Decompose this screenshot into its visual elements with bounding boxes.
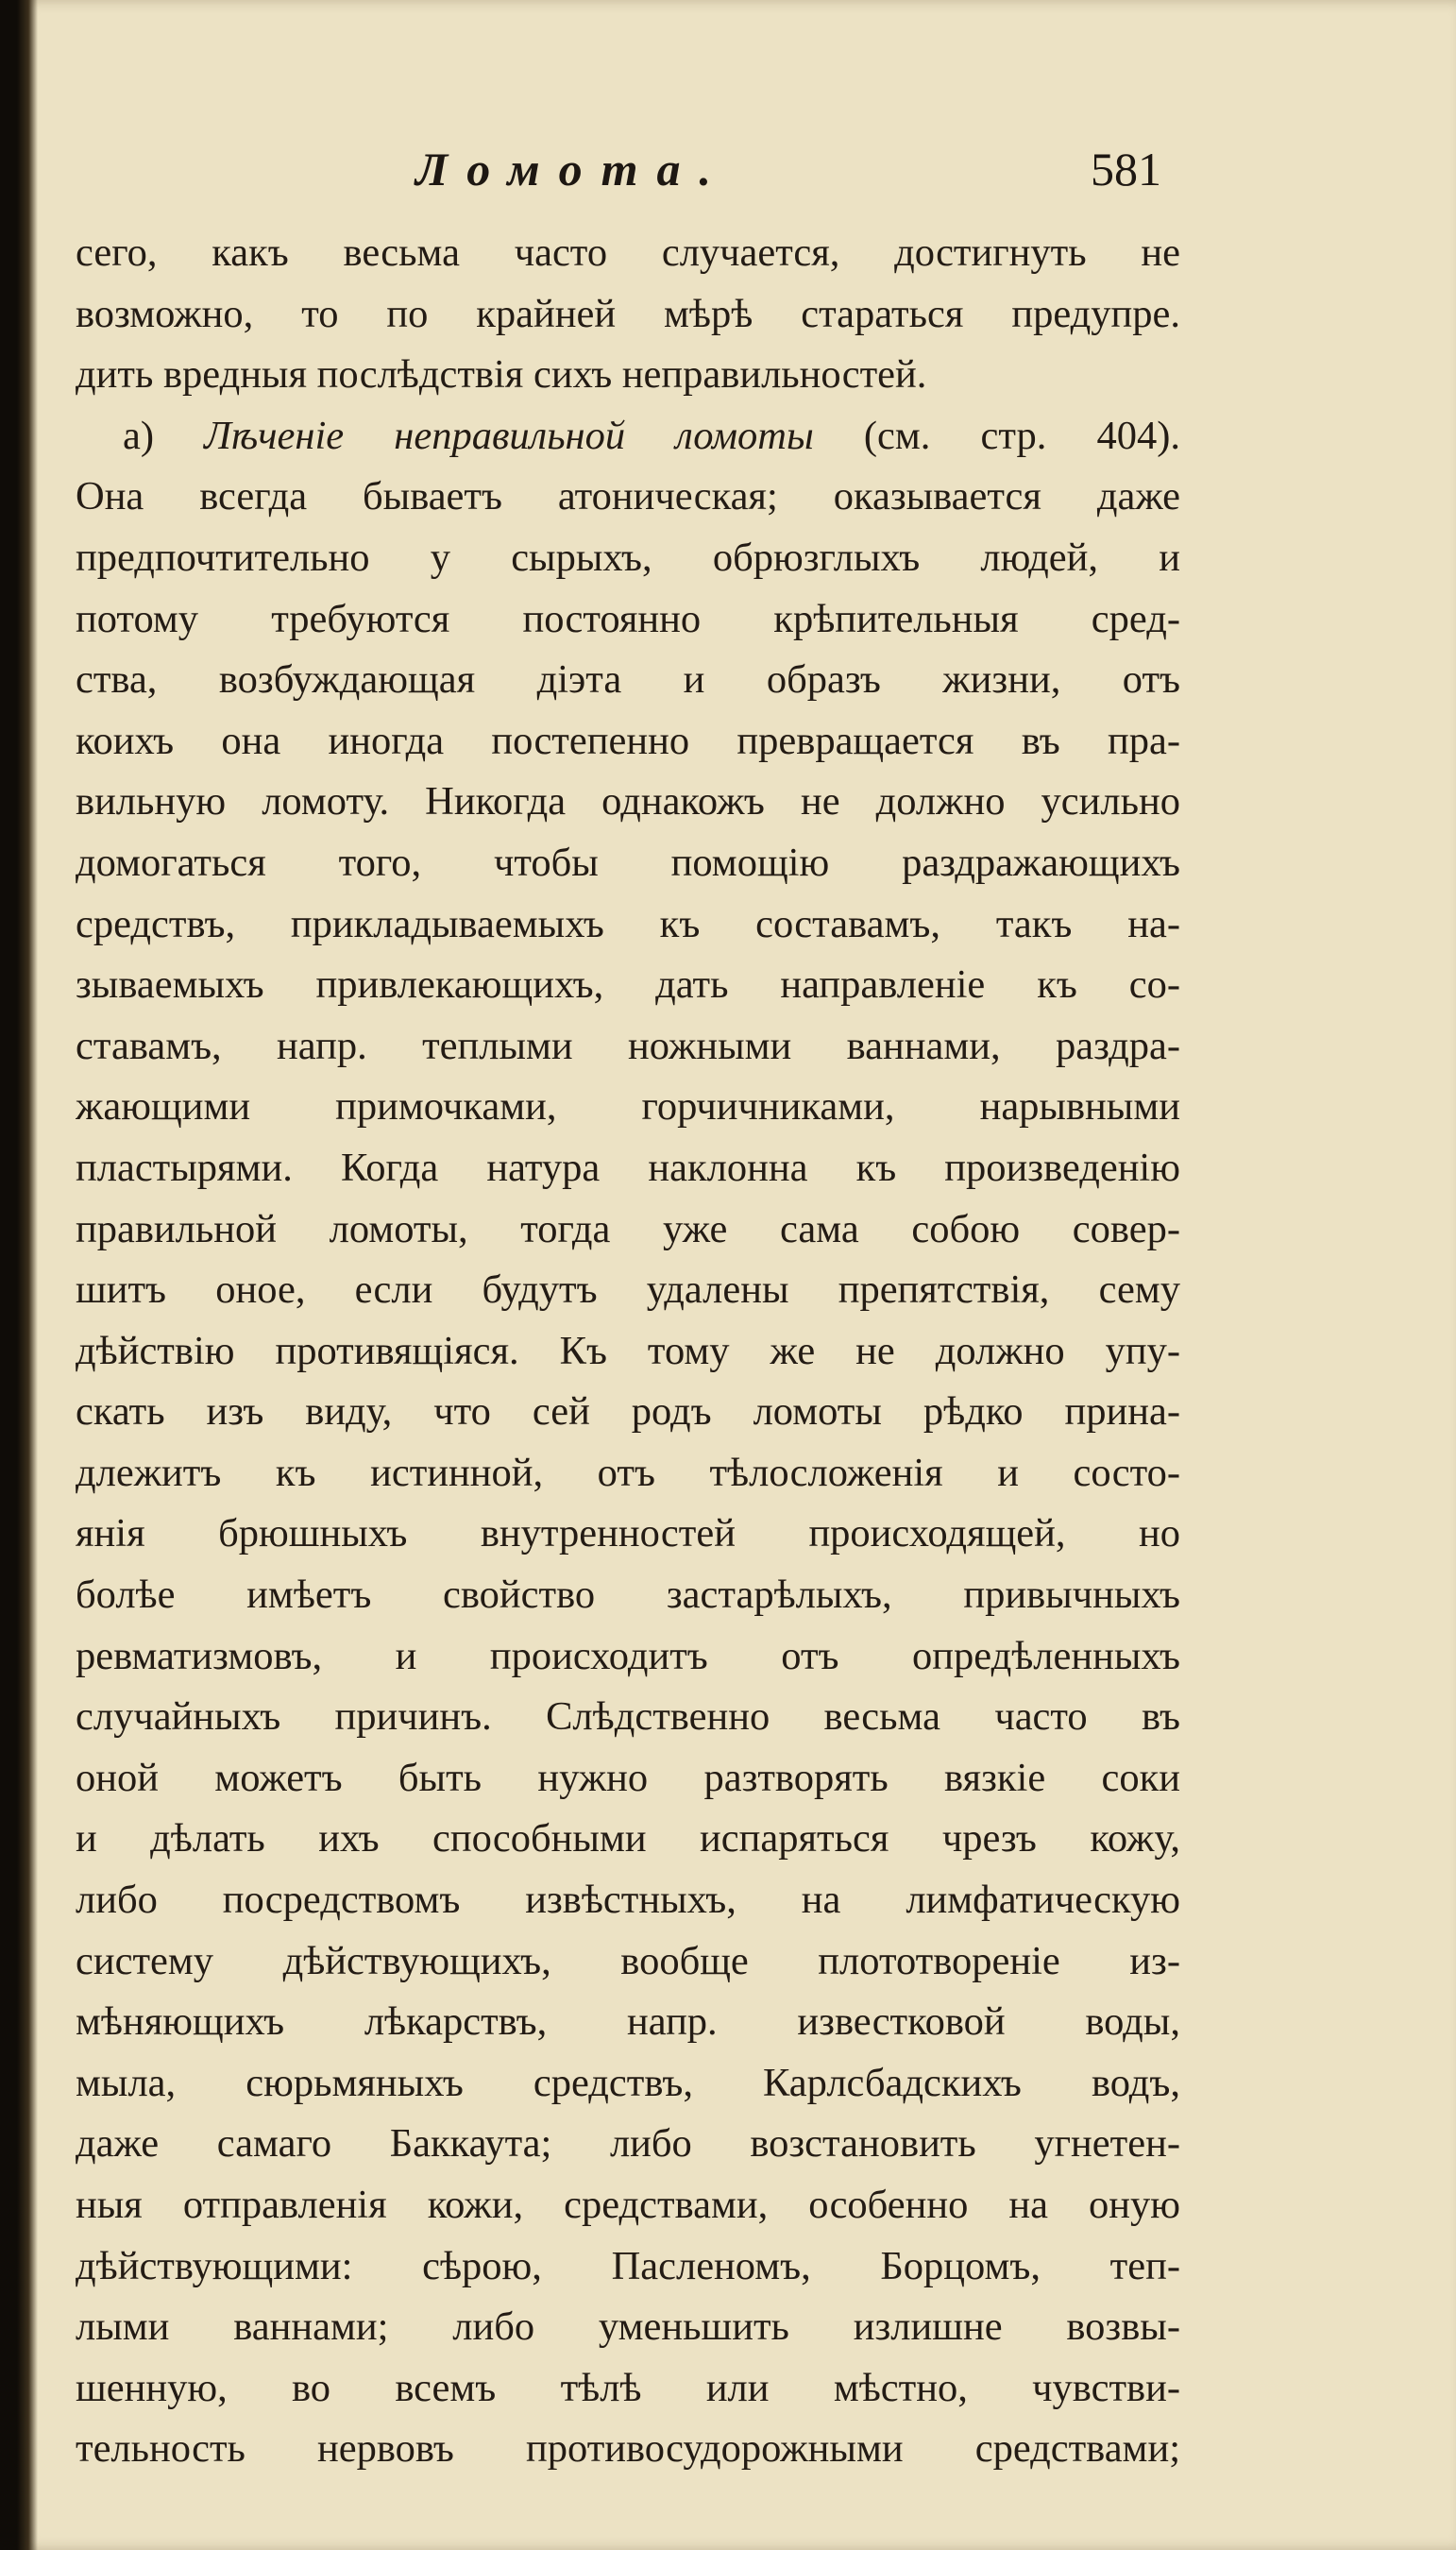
text-line: либо посредствомъ извѣстныхъ, на лимфатическую	[76, 1878, 1180, 1923]
text-line: правильной ломоты, тогда уже сама собою совер-	[76, 1206, 1180, 1251]
text-line: зываемыхъ привлекающихъ, дать направленіе къ со-	[76, 962, 1180, 1008]
text-line: домогаться того, чтобы помощію раздражающихъ	[76, 840, 1180, 885]
text-line: даже самаго Баккаута; либо возстановить угнетен-	[76, 2121, 1180, 2167]
subheading-reference: (см. стр. 404).	[813, 413, 1180, 458]
text-line: ства, возбуждающая діэта и образъ жизни, отъ	[76, 657, 1180, 703]
text-body	[76, 223, 1180, 2480]
page-number: 581	[1091, 143, 1161, 196]
text-line: лыми ваннами; либо уменьшить излишне возвы-	[76, 2304, 1180, 2350]
text-line: шенную, во всемъ тѣлѣ или мѣстно, чувстви-	[76, 2365, 1180, 2410]
subheading-line	[76, 406, 1180, 468]
page-binding-shadow	[17, 0, 38, 2550]
text-line: жающими примочками, горчичниками, нарывными	[76, 1084, 1180, 1130]
text-line: болѣе имѣетъ свойство застарѣлыхъ, привычныхъ	[76, 1572, 1180, 1618]
text-line: мѣняющихъ лѣкарствъ, напр. известковой воды,	[76, 1999, 1180, 2045]
text-line: систему дѣйствующихъ, вообще плототвореніе из-	[76, 1938, 1180, 1983]
text-line: тельность нервовъ противосудорожными средствами;	[76, 2426, 1180, 2472]
text-line: потому требуются постоянно крѣпительныя сред-	[76, 596, 1180, 641]
text-line: коихъ она иногда постепенно превращается въ пра-	[76, 718, 1180, 763]
text-line: мыла, сюрьмяныхъ средствъ, Карлсбадскихъ водъ,	[76, 2060, 1180, 2105]
running-title: Ломота.	[415, 143, 731, 196]
subheading-prefix: а)	[123, 413, 205, 458]
text-line: пластырями. Когда натура наклонна къ произведенію	[76, 1145, 1180, 1190]
text-line: ныя отправленія кожи, средствами, особенно на оную	[76, 2183, 1180, 2227]
text-line: сего, какъ весьма часто случается, достигнуть не	[76, 230, 1180, 275]
text-line: дѣйствію противящіяся. Къ тому же не должно упу-	[76, 1328, 1180, 1373]
text-line: предпочтительно у сырыхъ, обрюзглыхъ людей, и	[76, 535, 1180, 580]
text-line: Она всегда бываетъ атоническая; оказывается даже	[76, 474, 1180, 519]
text-line: янія брюшныхъ внутренностей происходящей, но	[76, 1511, 1180, 1556]
text-line: средствъ, прикладываемыхъ къ составамъ, такъ на-	[76, 901, 1180, 946]
text-line: ставамъ, напр. теплыми ножными ваннами, раздра-	[76, 1023, 1180, 1068]
text-line: дѣйствующими: сѣрою, Пасленомъ, Борцомъ, теп-	[76, 2243, 1180, 2288]
text-line: шитъ оное, если будутъ удалены препятствія, сему	[76, 1267, 1180, 1313]
text-line: случайныхъ причинъ. Слѣдственно весьма часто въ	[76, 1694, 1180, 1740]
running-head	[0, 142, 1456, 208]
text-line: возможно, то по крайней мѣрѣ стараться предупре.	[76, 291, 1180, 336]
text-line: вильную ломоту. Никогда однакожъ не должно усильно	[76, 779, 1180, 824]
subheading-title: Лѣченіе неправильной ломоты	[204, 413, 814, 458]
text-line: скать изъ виду, что сей родъ ломоты рѣдко прина-	[76, 1389, 1180, 1435]
text-line: дить вредныя послѣдствія сихъ неправильностей.	[76, 352, 927, 398]
text-line: длежитъ къ истинной, отъ тѣлосложенія и состо-	[76, 1450, 1180, 1495]
text-line: оной можетъ быть нужно разтворять вязкіе соки	[76, 1755, 1180, 1800]
text-line: ревматизмовъ, и происходитъ отъ опредѣленныхъ	[76, 1633, 1180, 1678]
text-line: и дѣлать ихъ способными испаряться чрезъ кожу,	[76, 1816, 1180, 1862]
